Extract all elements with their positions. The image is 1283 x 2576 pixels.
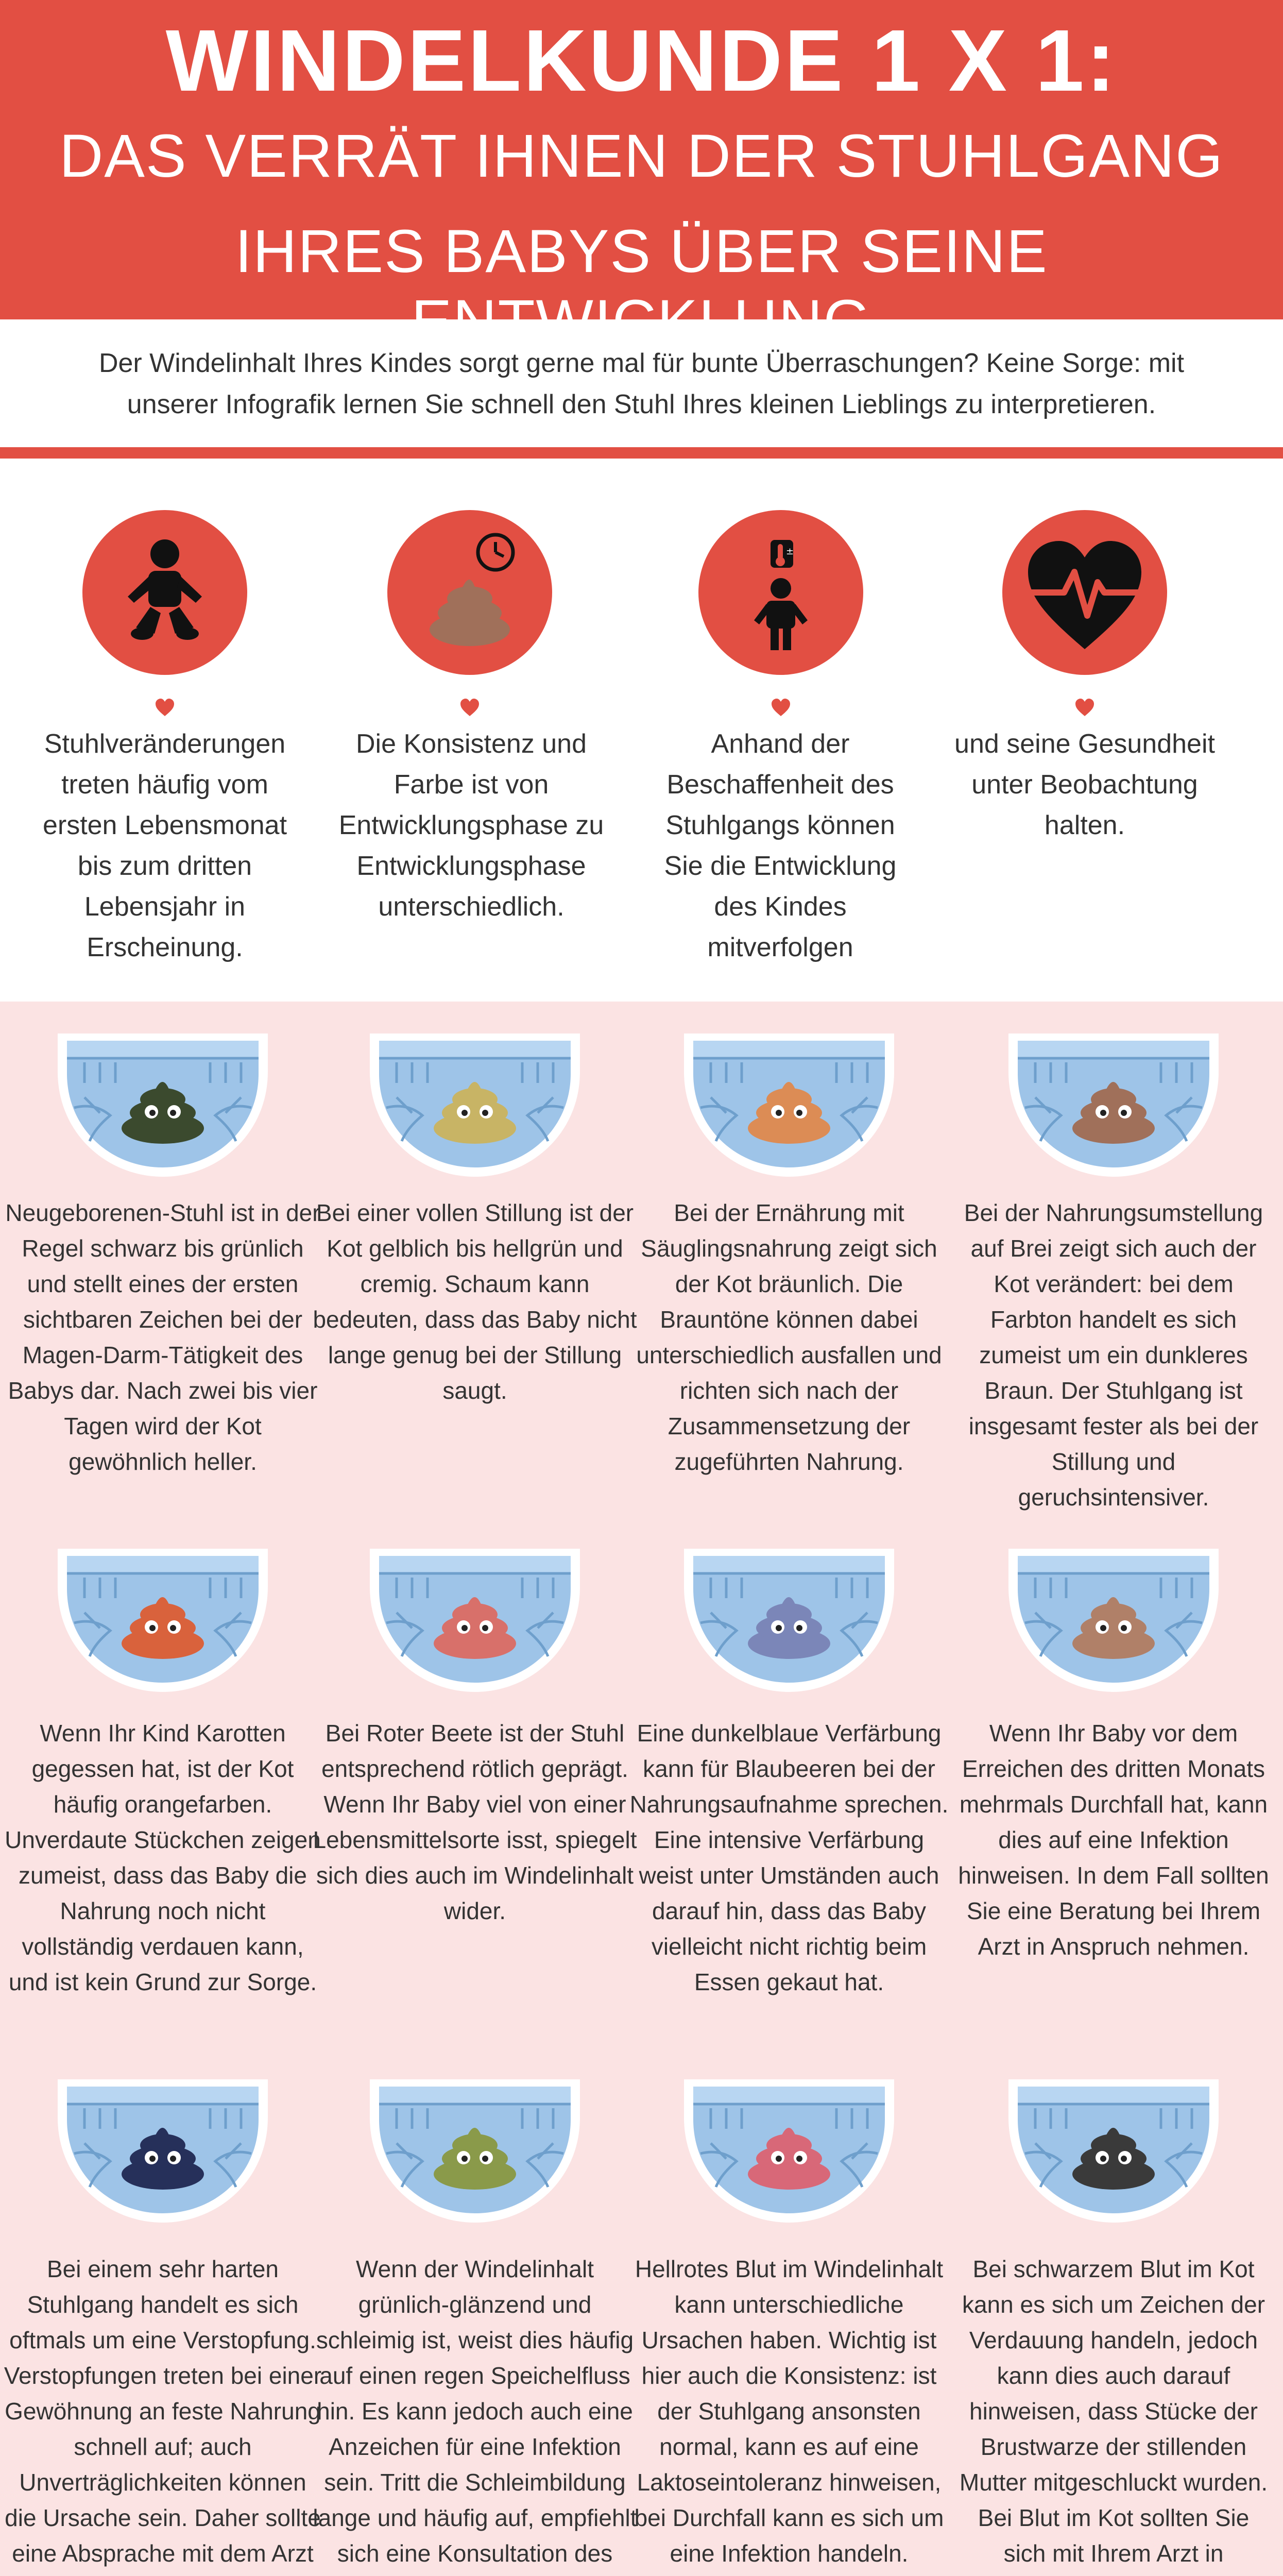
stool-description-text: Wenn Ihr Kind Karotten gegessen hat, ist der Kot häufig orangefarben. Unverdaute Stückchen zeigen zumeist, dass das Baby die Nahrung noch nicht vollständig verdauen kann, und ist kein Grund zur Sorge. (5, 1720, 321, 1995)
diaper-icon (680, 2076, 898, 2228)
heart-icon (1074, 698, 1095, 718)
page-subtitle-line-1: DAS VERRÄT IHNEN DER STUHLGANG (59, 122, 1224, 190)
info-text: Die Konsistenz und Farbe ist von Entwicklungsphase zu Entwicklungsphase unterschiedlich. (338, 729, 604, 922)
diaper-icon (680, 1030, 898, 1182)
heartbeat-icon (1002, 510, 1167, 675)
info-text: und seine Gesundheit unter Beobachtung halten. (954, 729, 1215, 840)
stool-description-text: Hellrotes Blut im Windelinhalt kann unterschiedliche Ursachen haben. Wichtig ist hier auch die Konsistenz: ist der Stuhlgang ansonsten normal, kann es auf eine Laktoseintoleranz hinweisen, bei Durchfall kann es sich um eine Infektion handeln. (634, 2256, 944, 2567)
stool-description-text: Bei der Ernährung mit Säuglingsnahrung zeigt sich der Kot bräunlich. Die Brauntöne können dabei unterschiedlich ausfallen und richten sich nach der Zusammensetzung der zugeführten Nahrung. (636, 1199, 942, 1475)
diaper-icon (366, 1546, 584, 1698)
child-thermometer-icon (698, 510, 863, 675)
diaper-icon (54, 1030, 272, 1182)
poop-clock-icon (387, 510, 552, 675)
stool-description-text: Wenn der Windelinhalt grünlich-glänzend und schleimig ist, weist dies häufig auf einen regen Speichelfluss hin. Es kann jedoch auch eine Anzeichen für eine Infektion sein. Tritt die Schleimbildung lange und häufig auf, empfiehlt sich eine Konsultation des (313, 2256, 637, 2567)
diaper-icon (54, 2076, 272, 2228)
diaper-icon (1004, 2076, 1223, 2228)
stool-description-text: Eine dunkelblaue Verfärbung kann für Blaubeeren bei der Nahrungsaufnahme sprechen. Eine intensive Verfärbung weist unter Umständen auch darauf hin, dass das Baby vielleicht nicht richtig beim Essen gekaut hat. (629, 1720, 949, 1995)
diaper-icon (1004, 1030, 1223, 1182)
page-title: WINDELKUNDE 1 X 1: (165, 12, 1118, 110)
intro-text: Der Windelinhalt Ihres Kindes sorgt gerne mal für bunte Überraschungen? Keine Sorge: mit unserer Infografik lernen Sie schnell den Stuhl Ihres kleinen Lieblings zu interpretieren. (98, 348, 1185, 419)
diaper-icon (680, 1546, 898, 1698)
divider-bar (0, 447, 1283, 459)
svg-text:±: ± (786, 546, 794, 557)
stool-description-text: Bei der Nahrungsumstellung auf Brei zeigt sich auch der Kot verändert: bei dem Farbton handelt es sich zumeist um ein dunkleres Braun. Der Stuhlgang ist insgesamt fester als bei der Stillung und geruchsintensiver. (964, 1199, 1263, 1511)
info-text: Anhand der Beschaffenheit des Stuhlgangs können Sie die Entwicklung des Kindes mitverfolgen (664, 729, 897, 962)
stool-description-text: Bei einem sehr harten Stuhlgang handelt es sich oftmals um eine Verstopfung. Verstopfungen treten bei einer Gewöhnung an feste Nahrung schnell auf; auch Unverträglichkeiten können die Ursache sein. Daher sollte eine Absprache mit dem Arzt (4, 2256, 322, 2567)
heart-icon (459, 698, 480, 718)
diaper-icon (366, 1030, 584, 1182)
stool-description-text: Wenn Ihr Baby vor dem Erreichen des dritten Monats mehrmals Durchfall hat, kann dies auf eine Infektion hinweisen. In dem Fall sollten Sie eine Beratung bei Ihrem Arzt in Anspruch nehmen. (958, 1720, 1269, 1960)
heart-icon (771, 698, 791, 718)
diaper-icon (1004, 1546, 1223, 1698)
stool-description-text: Bei Roter Beete ist der Stuhl entsprechend rötlich geprägt. Wenn Ihr Baby viel von einer Lebensmittelsorte isst, spiegelt sich dies auch im Windelinhalt wider. (313, 1720, 637, 1924)
page-subtitle-line-2: IHRES BABYS ÜBER SEINE ENTWICKLUNG (235, 217, 1048, 355)
stool-description-text: Bei schwarzem Blut im Kot kann es sich um Zeichen der Verdauung handeln, jedoch kann dies auch darauf hinweisen, dass Stücke der Brustwarze der stillenden Mutter mitgeschluckt wurden. Bei Blut im Kot sollten Sie sich mit Ihrem Arzt in (959, 2256, 1268, 2567)
diaper-icon (366, 2076, 584, 2228)
diaper-icon (54, 1546, 272, 1698)
heart-icon (155, 698, 175, 718)
baby-icon (82, 510, 247, 675)
stool-description-text: Bei einer vollen Stillung ist der Kot gelblich bis hellgrün und cremig. Schaum kann bedeuten, dass das Baby nicht lange genug bei der Stillung saugt. (313, 1199, 637, 1404)
stool-description-text: Neugeborenen-Stuhl ist in der Regel schwarz bis grünlich und stellt eines der ersten sichtbaren Zeichen bei der Magen-Darm-Tätigkeit des Babys dar. Nach zwei bis vier Tagen wird der Kot gewöhnlich heller. (5, 1199, 320, 1475)
info-text: Stuhlveränderungen treten häufig vom ersten Lebensmonat bis zum dritten Lebensjahr in Erscheinung. (42, 729, 287, 962)
